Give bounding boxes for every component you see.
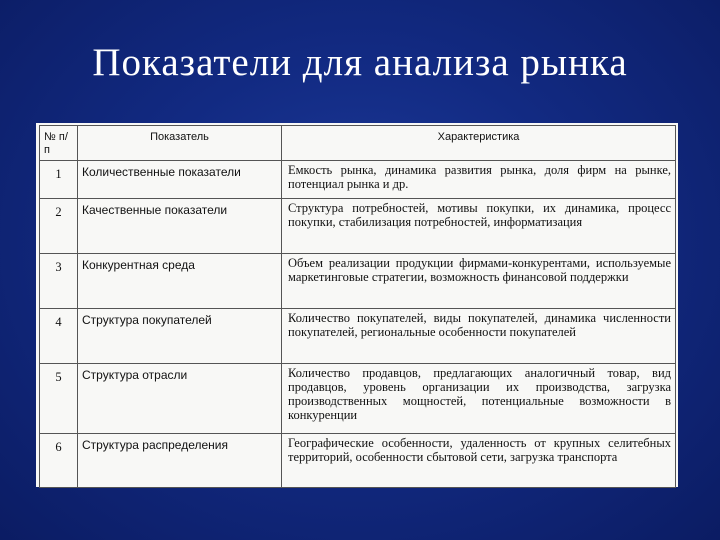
table-row bbox=[40, 309, 676, 364]
row-characteristic: Емкость рынка, динамика развития рынка, доля фирм на рынке, потенциал рынка и др. bbox=[282, 161, 676, 199]
indicators-table bbox=[39, 125, 676, 488]
row-indicator: Структура отрасли bbox=[78, 364, 282, 434]
table-row bbox=[40, 364, 676, 434]
row-characteristic: Структура потребностей, мотивы покупки, их динамика, процесс покупки, стабилизация потребностей, информатизация bbox=[282, 199, 676, 254]
row-number: 2 bbox=[40, 199, 78, 254]
row-indicator: Структура покупателей bbox=[78, 309, 282, 364]
table-row bbox=[40, 161, 676, 199]
slide-title: Показатели для анализа рынка bbox=[92, 41, 628, 84]
row-characteristic: Объем реализации продукции фирмами-конкурентами, используемые маркетинговые стратегии, возможность финансовой поддержки bbox=[282, 254, 676, 309]
row-number: 3 bbox=[40, 254, 78, 309]
header-indicator: Показатель bbox=[78, 126, 282, 161]
row-indicator: Структура распределения bbox=[78, 434, 282, 488]
row-indicator: Конкурентная среда bbox=[78, 254, 282, 309]
table-row bbox=[40, 199, 676, 254]
row-characteristic: Географические особенности, удаленность от крупных селитебных территорий, особенности сбытовой сети, загрузка транспорта bbox=[282, 434, 676, 488]
scanned-table-image bbox=[36, 123, 678, 487]
row-characteristic: Количество покупателей, виды покупателей, динамика численности покупателей, региональные особенности покупателей bbox=[282, 309, 676, 364]
header-characteristic: Характеристика bbox=[282, 126, 676, 161]
row-number: 6 bbox=[40, 434, 78, 488]
table-header-row bbox=[40, 126, 676, 161]
header-number: № п/п bbox=[40, 126, 78, 161]
row-indicator: Качественные показатели bbox=[78, 199, 282, 254]
table-row bbox=[40, 254, 676, 309]
row-characteristic: Количество продавцов, предлагающих аналогичный товар, вид продавцов, уровень организации их производства, загрузка производственных мощностей, потенциальные возможности в конкуренции bbox=[282, 364, 676, 434]
row-indicator: Количественные показатели bbox=[78, 161, 282, 199]
table-row bbox=[40, 434, 676, 488]
row-number: 5 bbox=[40, 364, 78, 434]
row-number: 1 bbox=[40, 161, 78, 199]
row-number: 4 bbox=[40, 309, 78, 364]
